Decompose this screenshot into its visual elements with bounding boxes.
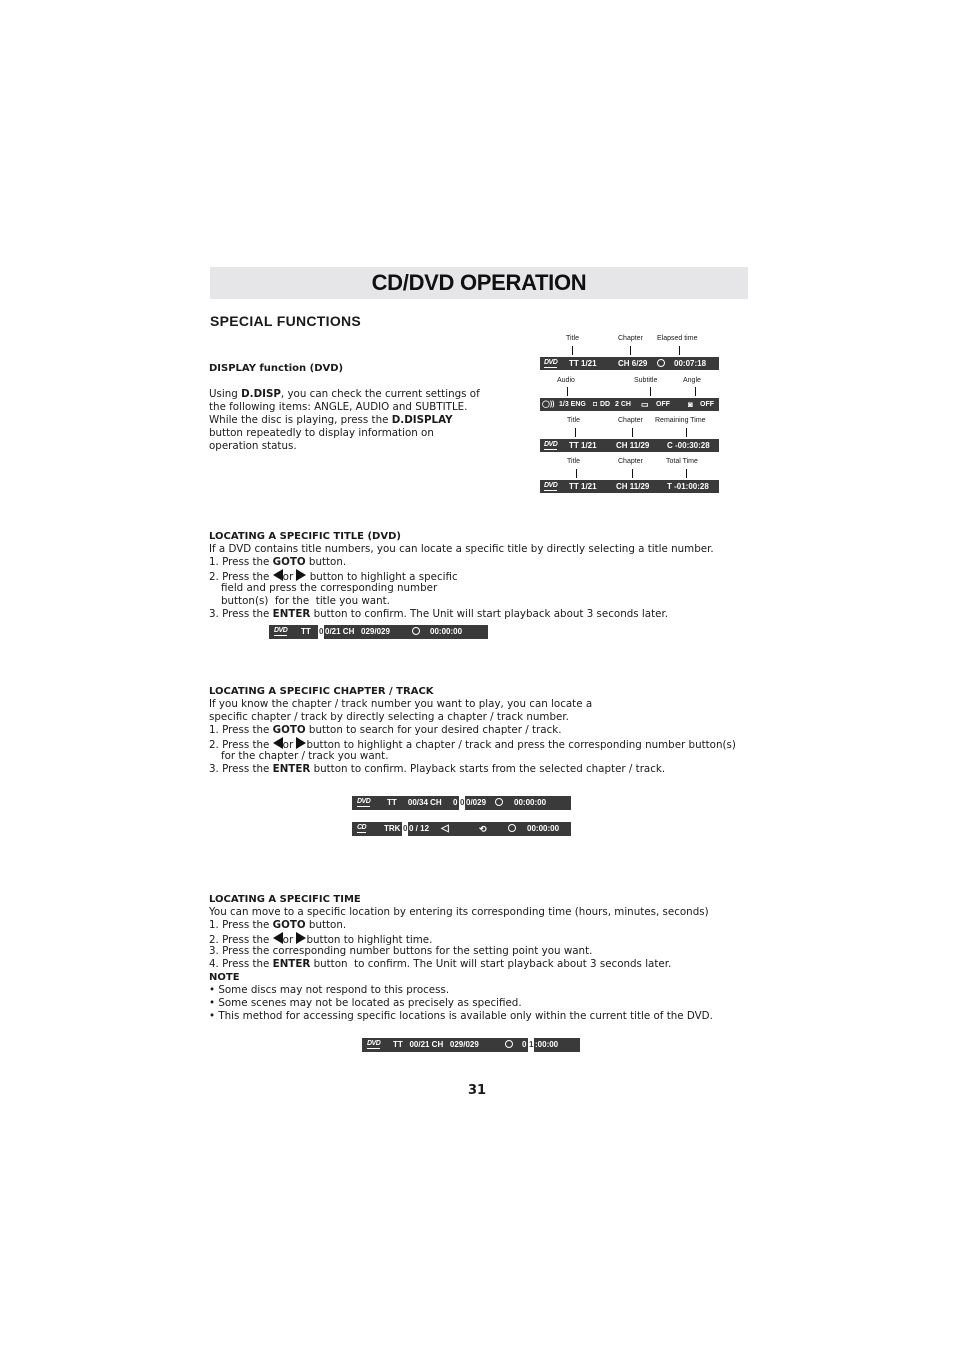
text: 3. Press the — [209, 608, 273, 620]
button-name: D.DISPLAY — [391, 414, 453, 426]
title-step-3 — [209, 608, 668, 621]
text: 4. Press the — [209, 958, 273, 970]
time-step-4 — [209, 958, 671, 971]
osd-track-value: 0 / 12 — [409, 824, 430, 833]
osd-bar-goto-title — [269, 625, 488, 639]
dvd-logo-icon: DVD — [544, 482, 558, 489]
osd-label-title: Title — [566, 335, 579, 342]
dvd-logo-icon: DVD — [357, 798, 371, 805]
osd-bar-remaining — [540, 439, 719, 452]
text: button. — [305, 919, 347, 931]
text: or — [282, 739, 297, 751]
subtitle-icon: ▭ — [641, 400, 649, 409]
osd-chapter-value: 0/029 — [466, 798, 487, 807]
page-title: CD/DVD OPERATION — [371, 270, 587, 295]
osd-time-value: 00:00:00 — [430, 627, 463, 636]
osd-label-title: Title — [567, 458, 580, 465]
display-line-3 — [209, 414, 453, 427]
osd-bar-goto-time — [362, 1038, 580, 1052]
osd-label-chapter: Chapter — [618, 335, 643, 342]
pointer-line — [630, 346, 631, 355]
pointer-line — [695, 387, 696, 396]
osd-chapter-value: CH 11/29 — [616, 441, 650, 450]
pointer-line — [679, 346, 680, 355]
osd-trk-label: TRK — [384, 824, 401, 833]
osd-time-value: T -01:00:28 — [667, 482, 709, 491]
osd-chapter-digit: 0 — [453, 798, 458, 807]
osd-bar-goto-chapter — [352, 796, 571, 810]
osd-bar-audio — [540, 398, 719, 411]
pointer-line — [567, 387, 568, 396]
section-title: SPECIAL FUNCTIONS — [210, 313, 362, 329]
note-3: • This method for accessing specific locations is available only within the current title of the DVD. — [209, 1010, 713, 1022]
osd-label-remaining: Remaining Time — [655, 417, 706, 424]
left-arrow-icon — [273, 737, 283, 749]
pointer-line — [576, 469, 577, 478]
osd-label-elapsed: Elapsed time — [657, 335, 698, 342]
osd-label-angle: Angle — [683, 377, 701, 384]
button-name: ENTER — [272, 763, 311, 775]
osd-label-total: Total Time — [666, 458, 698, 465]
left-arrow-icon — [273, 932, 283, 944]
text: button to search for your desired chapter / track. — [305, 724, 562, 736]
osd-bar-total — [540, 480, 719, 493]
chapter-intro-2: specific chapter / track by directly selecting a chapter / track number. — [209, 711, 569, 723]
osd-bar-goto-track — [352, 822, 571, 836]
text: 2. Press the — [209, 739, 273, 751]
osd-label-subtitle: Subtitle — [634, 377, 658, 384]
button-name: GOTO — [272, 724, 306, 736]
title-heading: LOCATING A SPECIFIC TITLE (DVD) — [209, 531, 401, 542]
speaker-icon: ◁ — [441, 823, 449, 834]
osd-cursor: 0 — [402, 822, 408, 836]
osd-dd-value: DD — [600, 401, 611, 408]
time-step-1 — [209, 919, 346, 932]
osd-chapter-value: CH 6/29 — [618, 359, 648, 368]
osd-tt-label: TT — [301, 627, 311, 636]
chapter-step-2-line-2: for the chapter / track you want. — [221, 750, 389, 762]
osd-time-value: :00:00 — [535, 1040, 559, 1049]
osd-angle-value: OFF — [700, 401, 714, 408]
chapter-heading: LOCATING A SPECIFIC CHAPTER / TRACK — [209, 686, 434, 697]
osd-cursor: 1 — [528, 1038, 534, 1052]
display-line-4: button repeatedly to display information on — [209, 427, 434, 439]
text: button to highlight a chapter / track and press the corresponding number button(s) — [306, 739, 736, 751]
pointer-line — [575, 428, 576, 437]
dvd-logo-icon: DVD — [544, 359, 558, 366]
note-2: • Some scenes may not be located as precisely as specified. — [209, 997, 522, 1009]
osd-title-chapter-value: 0/21 CH 029/029 — [325, 627, 390, 636]
osd-cursor: 0 — [459, 796, 465, 810]
button-name: ENTER — [272, 958, 311, 970]
right-arrow-icon — [296, 569, 306, 581]
osd-time-value: C -00:30:28 — [667, 441, 710, 450]
text: button to confirm. The Unit will start playback about 3 seconds later. — [310, 958, 672, 970]
osd-channels-value: 2 CH — [615, 401, 631, 408]
button-name: GOTO — [272, 919, 306, 931]
text: 3. Press the — [209, 763, 273, 775]
button-name: GOTO — [272, 556, 306, 568]
osd-time-digit: 0 — [522, 1040, 527, 1049]
audio-icon: ◯)) — [542, 401, 555, 408]
display-heading: DISPLAY function (DVD) — [209, 363, 344, 374]
button-name: D.DISP — [241, 388, 281, 400]
title-step-1 — [209, 556, 346, 569]
osd-bar-elapsed — [540, 357, 719, 370]
osd-title-value: TT 1/21 — [569, 359, 597, 368]
cd-logo-icon: CD — [357, 824, 367, 831]
right-arrow-icon — [296, 932, 306, 944]
text: button to highlight time. — [306, 934, 433, 946]
osd-cursor: 0 — [318, 625, 324, 639]
left-arrow-icon — [273, 569, 283, 581]
text: While the disc is playing, press the — [209, 414, 392, 426]
clock-icon — [495, 798, 503, 806]
osd-audio-value: 1/3 ENG — [559, 401, 586, 408]
osd-label-title: Title — [567, 417, 580, 424]
clock-icon — [657, 359, 665, 367]
osd-subtitle-value: OFF — [656, 401, 670, 408]
clock-icon — [412, 627, 420, 635]
text: 2. Press the — [209, 571, 273, 583]
clock-icon — [508, 824, 516, 832]
text: button to highlight a specific — [306, 571, 458, 583]
osd-label-audio: Audio — [557, 377, 575, 384]
time-step-3: 3. Press the corresponding number buttons for the setting point you want. — [209, 945, 593, 957]
pointer-line — [632, 428, 633, 437]
button-name: ENTER — [272, 608, 311, 620]
text: 1. Press the — [209, 724, 273, 736]
title-step-2-line-3: button(s) for the title you want. — [221, 595, 390, 607]
text: button. — [305, 556, 347, 568]
osd-time-value: 00:07:18 — [674, 359, 707, 368]
time-intro: You can move to a specific location by entering its corresponding time (hours, minutes, seconds) — [209, 906, 709, 918]
osd-label-chapter: Chapter — [618, 417, 643, 424]
right-arrow-icon — [296, 737, 306, 749]
text: button to confirm. Playback starts from the selected chapter / track. — [310, 763, 666, 775]
osd-chapter-value: CH 11/29 — [616, 482, 650, 491]
dolby-icon: ◘ — [593, 401, 598, 408]
text: button to confirm. The Unit will start playback about 3 seconds later. — [310, 608, 669, 620]
clock-icon — [505, 1040, 513, 1048]
title-step-2-line-2: field and press the corresponding number — [221, 582, 438, 594]
text: 2. Press the — [209, 934, 273, 946]
dvd-logo-icon: DVD — [274, 627, 288, 634]
osd-title-value: TT 00/34 CH — [387, 798, 442, 807]
text: , you can check the current settings of — [280, 388, 480, 400]
pointer-line — [572, 346, 573, 355]
osd-time-value: 00:00:00 — [514, 798, 547, 807]
display-line-1 — [209, 388, 480, 401]
text: 1. Press the — [209, 556, 273, 568]
pointer-line — [686, 469, 687, 478]
display-line-2: the following items: ANGLE, AUDIO and SUBTITLE. — [209, 401, 468, 413]
text: 1. Press the — [209, 919, 273, 931]
dvd-logo-icon: DVD — [367, 1040, 381, 1047]
text: or — [282, 934, 297, 946]
camera-icon: ◙ — [688, 400, 693, 409]
osd-label-chapter: Chapter — [618, 458, 643, 465]
chapter-step-1 — [209, 724, 561, 737]
chapter-step-3 — [209, 763, 665, 776]
pointer-line — [686, 428, 687, 437]
pointer-line — [632, 469, 633, 478]
note-heading: NOTE — [209, 972, 240, 983]
osd-title-value: TT 1/21 — [569, 482, 597, 491]
pointer-line — [650, 387, 651, 396]
osd-title-chapter-value: TT 00/21 CH 029/029 — [393, 1040, 479, 1049]
osd-time-value: 00:00:00 — [527, 824, 560, 833]
repeat-icon: ⟲ — [479, 824, 487, 834]
display-line-5: operation status. — [209, 440, 297, 452]
chapter-intro-1: If you know the chapter / track number you want to play, you can locate a — [209, 698, 593, 710]
note-1: • Some discs may not respond to this process. — [209, 984, 450, 996]
title-intro: If a DVD contains title numbers, you can locate a specific title by directly selecting a title number. — [209, 543, 714, 555]
osd-title-value: TT 1/21 — [569, 441, 597, 450]
dvd-logo-icon: DVD — [544, 441, 558, 448]
page-number: 31 — [467, 1083, 487, 1098]
time-heading: LOCATING A SPECIFIC TIME — [209, 894, 361, 905]
text: or — [282, 571, 297, 583]
text: Using — [209, 388, 242, 400]
